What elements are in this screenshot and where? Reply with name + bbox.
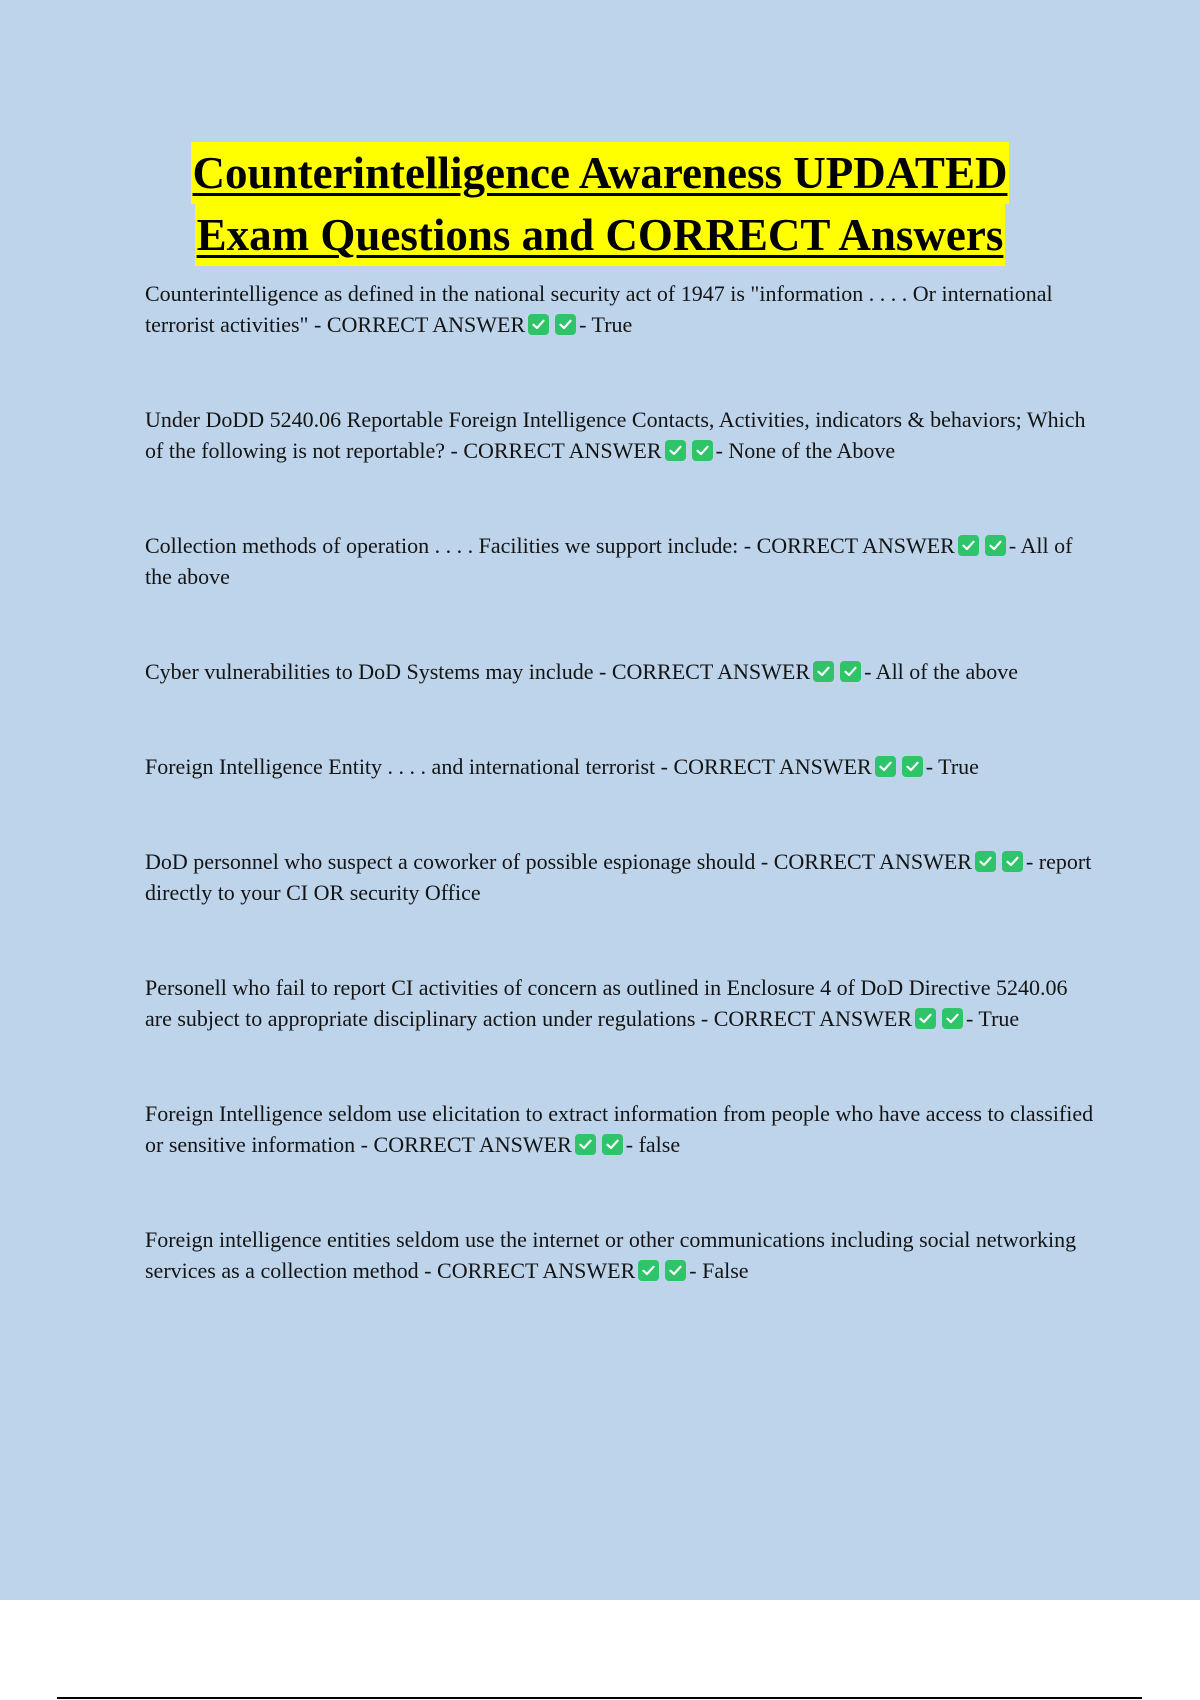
qa-item [145, 530, 1095, 592]
qa-item [145, 972, 1095, 1034]
document-title [0, 142, 1200, 266]
check-mark-icon [813, 661, 834, 682]
correct-answer-label: CORRECT ANSWER [437, 1258, 636, 1283]
qa-item [145, 656, 1095, 687]
answer-text: - True [925, 754, 979, 779]
check-mark-icon [665, 1260, 686, 1281]
qa-list [145, 278, 1095, 1350]
check-mark-icon [575, 1134, 596, 1155]
check-mark-icon [915, 1008, 936, 1029]
correct-answer-label: CORRECT ANSWER [713, 1006, 912, 1031]
check-mark-icon [1002, 851, 1023, 872]
check-mark-icon [975, 851, 996, 872]
check-mark-icon [958, 535, 979, 556]
qa-item [145, 404, 1095, 466]
check-mark-icon [902, 756, 923, 777]
answer-text: - True [966, 1006, 1020, 1031]
question-text: Cyber vulnerabilities to DoD Systems may include - [145, 659, 607, 684]
correct-answer-label: CORRECT ANSWER [756, 533, 955, 558]
check-mark-icon [692, 440, 713, 461]
question-text: Foreign intelligence entities seldom use the internet or other communications including social networking services as a collection method - [145, 1227, 1077, 1283]
check-mark-icon [840, 661, 861, 682]
question-text: DoD personnel who suspect a coworker of possible espionage should - [145, 849, 769, 874]
answer-text: - All of the above [145, 533, 1073, 589]
correct-answer-label: CORRECT ANSWER [373, 1132, 572, 1157]
correct-answer-label: CORRECT ANSWER [326, 312, 526, 337]
correct-answer-label: CORRECT ANSWER [673, 754, 872, 779]
question-text: Counterintelligence as defined in the national security act of 1947 is "information . . . . Or international terrorist activities" - [145, 281, 1053, 337]
correct-answer-label: CORRECT ANSWER [773, 849, 972, 874]
qa-item [145, 278, 1095, 340]
footer-divider [57, 1697, 1142, 1699]
qa-item [145, 1224, 1095, 1286]
qa-item [145, 1098, 1095, 1160]
qa-item [145, 751, 1095, 782]
answer-text: - report directly to your CI OR security Office [145, 849, 1092, 905]
check-mark-icon [985, 535, 1006, 556]
correct-answer-label: CORRECT ANSWER [611, 659, 811, 684]
question-text: Foreign Intelligence Entity . . . . and international terrorist - [145, 754, 668, 779]
title-line-1: Counterintelligence Awareness UPDATED [191, 142, 1010, 204]
answer-text: - True [579, 312, 633, 337]
answer-text: - false [625, 1132, 681, 1157]
answer-text: - All of the above [864, 659, 1019, 684]
title-line-2: Exam Questions and CORRECT Answers [195, 204, 1006, 266]
answer-text: - None of the Above [715, 438, 896, 463]
question-text: Collection methods of operation . . . . Facilities we support include: - [145, 533, 752, 558]
check-mark-icon [665, 440, 686, 461]
question-text: Personell who fail to report CI activities of concern as outlined in Enclosure 4 of DoD Directive 5240.06 are subject to appropriate disciplinary action under regulations - [145, 975, 1068, 1031]
check-mark-icon [555, 314, 576, 335]
check-mark-icon [528, 314, 549, 335]
answer-text: - False [689, 1258, 749, 1283]
check-mark-icon [638, 1260, 659, 1281]
check-mark-icon [875, 756, 896, 777]
question-text: Foreign Intelligence seldom use elicitation to extract information from people who have access to classified or sensitive information - [145, 1101, 1094, 1157]
qa-item [145, 846, 1095, 908]
correct-answer-label: CORRECT ANSWER [463, 438, 662, 463]
check-mark-icon [602, 1134, 623, 1155]
question-text: Under DoDD 5240.06 Reportable Foreign Intelligence Contacts, Activities, indicators & behaviors; Which of the following is not reportable? - [145, 407, 1086, 463]
check-mark-icon [942, 1008, 963, 1029]
